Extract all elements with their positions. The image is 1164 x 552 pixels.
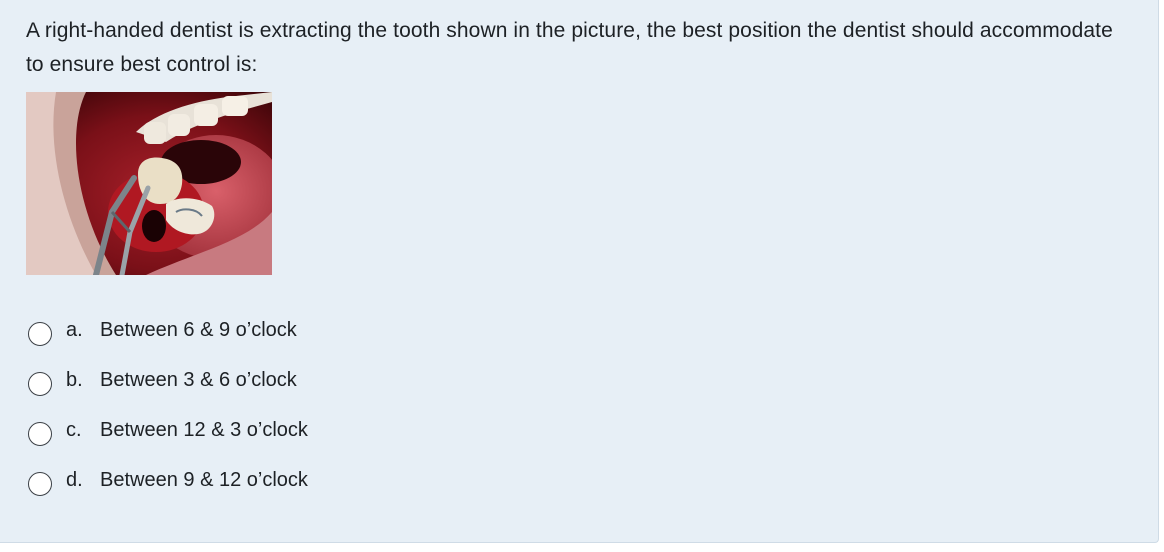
question-image (26, 92, 272, 275)
option-label: Between 3 & 6 o’clock (100, 368, 297, 391)
option-b[interactable] (28, 360, 428, 400)
radio-button[interactable] (28, 372, 52, 396)
option-d[interactable] (28, 460, 428, 500)
option-label: Between 9 & 12 o’clock (100, 468, 308, 491)
option-label: Between 6 & 9 o’clock (100, 318, 297, 341)
option-letter: b. (66, 368, 83, 391)
option-a[interactable] (28, 310, 428, 350)
radio-button[interactable] (28, 322, 52, 346)
radio-button[interactable] (28, 472, 52, 496)
option-letter: d. (66, 468, 83, 491)
dental-photo (26, 92, 272, 275)
question-text: A right-handed dentist is extracting the tooth shown in the picture, the best position the dentist should accommodate to ensure best control is: (26, 19, 1113, 76)
radio-button[interactable] (28, 422, 52, 446)
option-label: Between 12 & 3 o’clock (100, 418, 308, 441)
option-letter: c. (66, 418, 82, 441)
option-c[interactable] (28, 410, 428, 450)
option-letter: a. (66, 318, 83, 341)
